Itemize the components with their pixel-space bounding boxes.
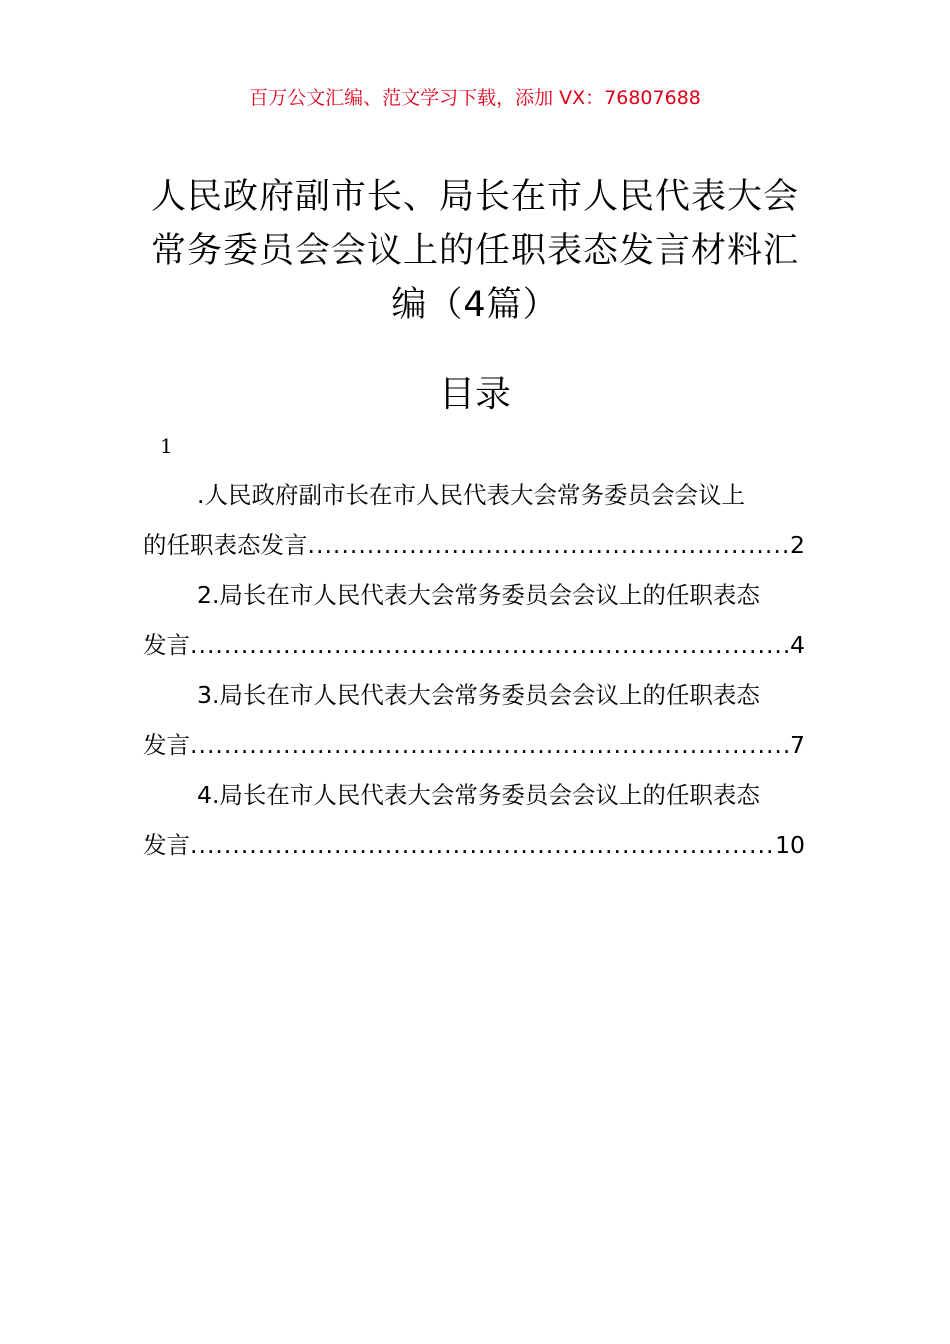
toc-entry-4[interactable] [143, 770, 805, 870]
document-title: 人民政府副市长、局长在市人民代表大会常务委员会会议上的任职表态发言材料汇编（4篇） [150, 177, 799, 325]
toc-entry-3[interactable] [143, 670, 805, 770]
toc-entry-continuation [143, 720, 805, 770]
toc-entry-title: 3.局长在市人民代表大会常务委员会会议上的任职表态 [197, 681, 760, 709]
toc-entry-title-end: 发言 [143, 831, 190, 859]
toc-list [143, 470, 805, 870]
page-number: 10 [775, 831, 805, 859]
toc-entry-continuation [143, 820, 805, 870]
page-number: 7 [790, 731, 805, 759]
toc-entry-title-end: 发言 [143, 731, 190, 759]
dot-leader [308, 520, 789, 570]
toc-marker: 1 [160, 434, 173, 458]
page-number: 2 [790, 531, 805, 559]
dot-leader [190, 620, 788, 670]
toc-entry-2[interactable] [143, 570, 805, 670]
toc-entry-continuation [143, 520, 805, 570]
toc-entry-1[interactable] [143, 470, 805, 570]
dot-leader [190, 820, 773, 870]
page-number: 4 [790, 631, 805, 659]
toc-entry-title-end: 的任职表态发言 [143, 531, 308, 559]
toc-entry-title: 4.局长在市人民代表大会常务委员会会议上的任职表态 [197, 781, 760, 809]
toc-entry-title-end: 发言 [143, 631, 190, 659]
dot-leader [190, 720, 788, 770]
toc-entry-continuation [143, 620, 805, 670]
toc-heading: 目录 [438, 374, 511, 415]
header-note: 百万公文汇编、范文学习下载，添加 VX：76807688 [249, 87, 701, 109]
toc-entry-title: 2.局长在市人民代表大会常务委员会会议上的任职表态 [197, 581, 760, 609]
toc-entry-title: .人民政府副市长在市人民代表大会常务委员会会议上 [197, 481, 745, 509]
